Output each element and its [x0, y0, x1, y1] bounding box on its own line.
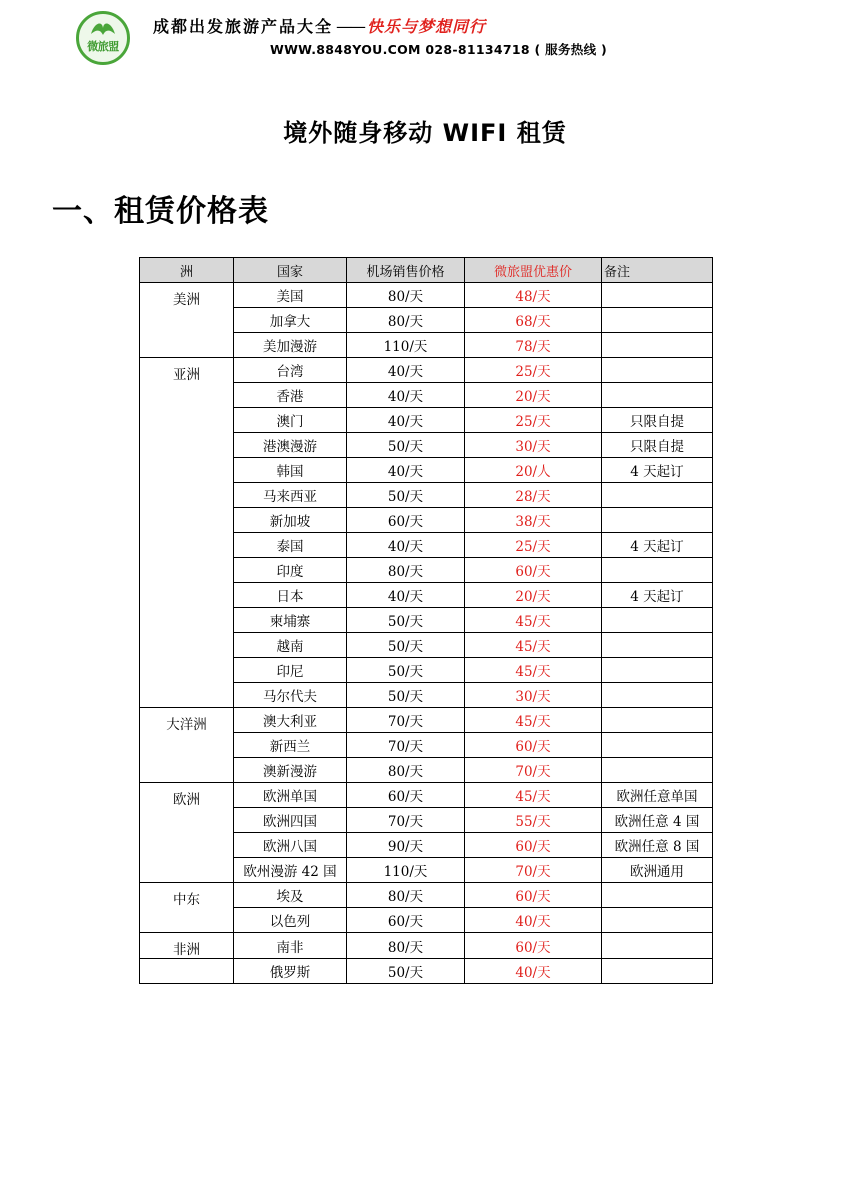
continent-cell: 中东 [140, 883, 234, 933]
country-cell: 印度 [234, 558, 347, 583]
promo-price-cell: 30/天 [465, 433, 602, 458]
table-row [140, 783, 713, 808]
brand-logo [76, 11, 130, 65]
note-cell: 只限自提 [602, 408, 713, 433]
note-cell [602, 658, 713, 683]
airport-price-cell: 40/天 [347, 358, 465, 383]
airport-price-cell: 60/天 [347, 783, 465, 808]
country-cell: 越南 [234, 633, 347, 658]
country-cell: 新加坡 [234, 508, 347, 533]
promo-price-cell: 20/人 [465, 458, 602, 483]
airport-price-cell: 40/天 [347, 533, 465, 558]
airport-price-cell: 50/天 [347, 658, 465, 683]
slogan-tagline: 快乐与梦想同行 [367, 17, 487, 36]
note-cell [602, 633, 713, 658]
promo-price-cell: 60/天 [465, 933, 602, 959]
airport-price-cell: 90/天 [347, 833, 465, 858]
note-cell [602, 933, 713, 959]
note-cell [602, 383, 713, 408]
continent-cell: 非洲 [140, 933, 234, 959]
logo-text: 微旅盟 [87, 39, 119, 53]
airport-price-cell: 110/天 [347, 858, 465, 883]
airport-price-cell: 50/天 [347, 483, 465, 508]
airport-price-cell: 50/天 [347, 959, 465, 984]
note-cell: 欧洲通用 [602, 858, 713, 883]
slogan-main: 成都出发旅游产品大全 [153, 17, 334, 36]
airport-price-cell: 60/天 [347, 908, 465, 933]
promo-price-cell: 60/天 [465, 733, 602, 758]
country-cell: 南非 [234, 933, 347, 959]
header-promo-price: 微旅盟优惠价 [465, 258, 602, 283]
leaf-icon [88, 19, 118, 37]
continent-cell [140, 959, 234, 984]
airport-price-cell: 50/天 [347, 433, 465, 458]
airport-price-cell: 110/天 [347, 333, 465, 358]
country-cell: 以色列 [234, 908, 347, 933]
table-header-row [140, 258, 713, 283]
promo-price-cell: 30/天 [465, 683, 602, 708]
promo-price-cell: 45/天 [465, 633, 602, 658]
country-cell: 欧洲单国 [234, 783, 347, 808]
promo-price-cell: 45/天 [465, 608, 602, 633]
note-cell: 4 天起订 [602, 458, 713, 483]
promo-price-cell: 20/天 [465, 583, 602, 608]
country-cell: 柬埔寨 [234, 608, 347, 633]
table-row [140, 883, 713, 908]
country-cell: 美国 [234, 283, 347, 308]
promo-price-cell: 40/天 [465, 959, 602, 984]
country-cell: 日本 [234, 583, 347, 608]
note-cell [602, 483, 713, 508]
airport-price-cell: 80/天 [347, 758, 465, 783]
note-cell: 4 天起订 [602, 583, 713, 608]
note-cell [602, 358, 713, 383]
table-row [140, 959, 713, 984]
note-cell [602, 508, 713, 533]
header-airport-price: 机场销售价格 [347, 258, 465, 283]
page-header [0, 0, 850, 80]
promo-price-cell: 60/天 [465, 833, 602, 858]
promo-price-cell: 25/天 [465, 408, 602, 433]
country-cell: 马来西亚 [234, 483, 347, 508]
airport-price-cell: 70/天 [347, 808, 465, 833]
table-row [140, 283, 713, 308]
promo-price-cell: 45/天 [465, 783, 602, 808]
airport-price-cell: 50/天 [347, 608, 465, 633]
note-cell [602, 733, 713, 758]
promo-price-cell: 68/天 [465, 308, 602, 333]
continent-cell: 欧洲 [140, 783, 234, 883]
promo-price-cell: 45/天 [465, 708, 602, 733]
country-cell: 俄罗斯 [234, 959, 347, 984]
header-country: 国家 [234, 258, 347, 283]
airport-price-cell: 70/天 [347, 733, 465, 758]
country-cell: 台湾 [234, 358, 347, 383]
promo-price-cell: 45/天 [465, 658, 602, 683]
airport-price-cell: 70/天 [347, 708, 465, 733]
promo-price-cell: 60/天 [465, 558, 602, 583]
page-title: 境外随身移动 WIFI 租赁 [283, 119, 567, 147]
header-slogan [153, 14, 486, 37]
country-cell: 泰国 [234, 533, 347, 558]
airport-price-cell: 60/天 [347, 508, 465, 533]
note-cell [602, 908, 713, 933]
header-note: 备注 [602, 258, 713, 283]
note-cell [602, 308, 713, 333]
airport-price-cell: 40/天 [347, 583, 465, 608]
promo-price-cell: 20/天 [465, 383, 602, 408]
airport-price-cell: 80/天 [347, 933, 465, 959]
promo-price-cell: 25/天 [465, 533, 602, 558]
promo-price-cell: 25/天 [465, 358, 602, 383]
section-title: 一、租赁价格表 [52, 194, 269, 229]
country-cell: 港澳漫游 [234, 433, 347, 458]
airport-price-cell: 80/天 [347, 308, 465, 333]
table-row [140, 708, 713, 733]
note-cell: 欧洲任意 8 国 [602, 833, 713, 858]
promo-price-cell: 70/天 [465, 858, 602, 883]
promo-price-cell: 28/天 [465, 483, 602, 508]
airport-price-cell: 40/天 [347, 458, 465, 483]
note-cell [602, 883, 713, 908]
note-cell [602, 683, 713, 708]
country-cell: 埃及 [234, 883, 347, 908]
note-cell [602, 333, 713, 358]
airport-price-cell: 50/天 [347, 683, 465, 708]
slogan-dash: —— [336, 17, 365, 36]
airport-price-cell: 40/天 [347, 383, 465, 408]
promo-price-cell: 48/天 [465, 283, 602, 308]
promo-price-cell: 70/天 [465, 758, 602, 783]
note-cell [602, 708, 713, 733]
country-cell: 澳新漫游 [234, 758, 347, 783]
header-continent: 洲 [140, 258, 234, 283]
country-cell: 澳大利亚 [234, 708, 347, 733]
airport-price-cell: 80/天 [347, 883, 465, 908]
country-cell: 印尼 [234, 658, 347, 683]
promo-price-cell: 40/天 [465, 908, 602, 933]
note-cell: 欧洲任意 4 国 [602, 808, 713, 833]
country-cell: 欧州漫游 42 国 [234, 858, 347, 883]
table-row [140, 358, 713, 383]
price-table [139, 257, 713, 984]
note-cell [602, 283, 713, 308]
promo-price-cell: 55/天 [465, 808, 602, 833]
continent-cell: 亚洲 [140, 358, 234, 708]
note-cell [602, 959, 713, 984]
promo-price-cell: 60/天 [465, 883, 602, 908]
country-cell: 马尔代夫 [234, 683, 347, 708]
note-cell [602, 558, 713, 583]
note-cell [602, 758, 713, 783]
note-cell: 欧洲任意单国 [602, 783, 713, 808]
continent-cell: 大洋洲 [140, 708, 234, 783]
airport-price-cell: 40/天 [347, 408, 465, 433]
country-cell: 澳门 [234, 408, 347, 433]
country-cell: 新西兰 [234, 733, 347, 758]
note-cell: 只限自提 [602, 433, 713, 458]
country-cell: 美加漫游 [234, 333, 347, 358]
note-cell: 4 天起订 [602, 533, 713, 558]
promo-price-cell: 78/天 [465, 333, 602, 358]
country-cell: 香港 [234, 383, 347, 408]
airport-price-cell: 50/天 [347, 633, 465, 658]
continent-cell: 美洲 [140, 283, 234, 358]
airport-price-cell: 80/天 [347, 283, 465, 308]
promo-price-cell: 38/天 [465, 508, 602, 533]
country-cell: 欧洲四国 [234, 808, 347, 833]
country-cell: 加拿大 [234, 308, 347, 333]
country-cell: 韩国 [234, 458, 347, 483]
country-cell: 欧洲八国 [234, 833, 347, 858]
header-contact: WWW.8848YOU.COM 028-81134718 ( 服务热线 ) [270, 42, 608, 57]
note-cell [602, 608, 713, 633]
price-table-body [140, 283, 713, 984]
table-row [140, 933, 713, 959]
airport-price-cell: 80/天 [347, 558, 465, 583]
